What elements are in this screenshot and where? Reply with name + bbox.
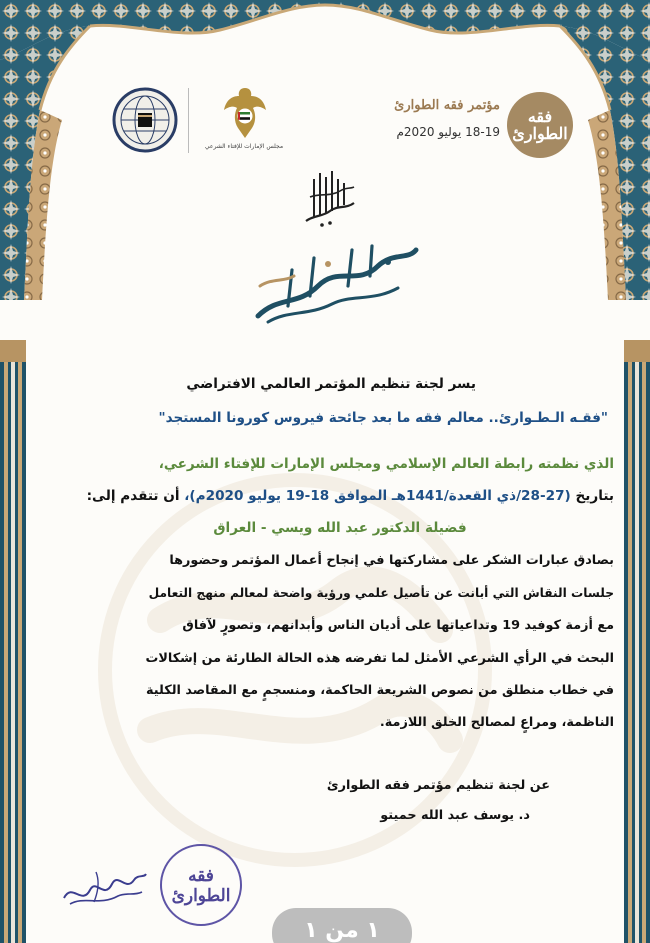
date-suffix: أن تتقدم إلى:: [86, 488, 180, 504]
page-indicator-text: ١ من ١: [304, 918, 380, 943]
stamp-text: فقه الطوارئ: [171, 866, 231, 906]
signatory-name: د. يوسف عبد الله حميتو: [380, 808, 530, 823]
uae-eagle-emblem: [222, 84, 268, 142]
logo-divider: [188, 88, 189, 153]
conference-logo: [507, 92, 573, 158]
muslim-world-league-logo: [112, 87, 178, 153]
signature-org-line: عن لجنة تنظيم مؤتمر فقه الطوارئ: [326, 778, 550, 793]
body-line-3: مع أزمة كوفيد 19 وتداعياتها على أديان الناس وأبدانهم، وتصورٍ لآفاق: [182, 618, 614, 633]
date-prefix: بتاريخ: [575, 488, 614, 504]
right-pillar: [624, 340, 650, 943]
conference-logo-text: فقه الطوارئ: [512, 107, 568, 143]
date-hijri: (27-28/ذي القعدة/1441هـ الموافق 18-19 يوليو 2020م)،: [184, 488, 571, 504]
conference-title-line: "فقـه الـطـوارئ.. معالم فقه ما بعد جائحة فيروس كورونا المستجد": [158, 410, 608, 426]
body-line-2: جلسات النقاش التي أبانت عن تأصيل علمي ورؤية واضحة لمعالم منهج التعامل: [148, 586, 614, 600]
handwritten-signature: [60, 862, 150, 912]
uae-council-label: مجلس الإمارات للإفتاء الشرعي: [204, 143, 284, 150]
recipient-name: فضيلة الدكتور عبد الله ويسي - العراق: [213, 520, 467, 536]
organizers-line: [36, 456, 614, 472]
organizers-text: الذي نظمته رابطة العالم الإسلامي ومجلس الإمارات للإفتاء الشرعي،: [158, 456, 614, 472]
date-line: [36, 488, 614, 504]
body-line-5: في خطاب منطلق من نصوص الشريعة الحاكمة، ومنسجمٍ مع المقاصد الكلية: [146, 683, 614, 698]
conference-date: 18-19 يوليو 2020م: [396, 125, 500, 139]
intro-line: يسر لجنة تنظيم المؤتمر العالمي الافتراضي: [186, 376, 476, 392]
left-pillar: [0, 340, 26, 943]
body-line-6: الناظمة، ومراعٍ لمصالح الخلق اللازمة.: [379, 715, 614, 730]
conference-stamp: [160, 844, 242, 926]
body-line-1: بصادق عبارات الشكر على مشاركتها في إنجاح أعمال المؤتمر وحضورها: [169, 553, 614, 568]
page-indicator: [272, 908, 412, 943]
certificate-title-calligraphy: [248, 236, 424, 330]
body-line-4: البحث في الرأي الشرعي الأمثل لما تفرضه هذه الحالة الطارئة من إشكالات: [145, 651, 614, 666]
conference-name: مؤتمر فقه الطوارئ: [394, 98, 500, 113]
basmala-calligraphy: [300, 167, 360, 229]
